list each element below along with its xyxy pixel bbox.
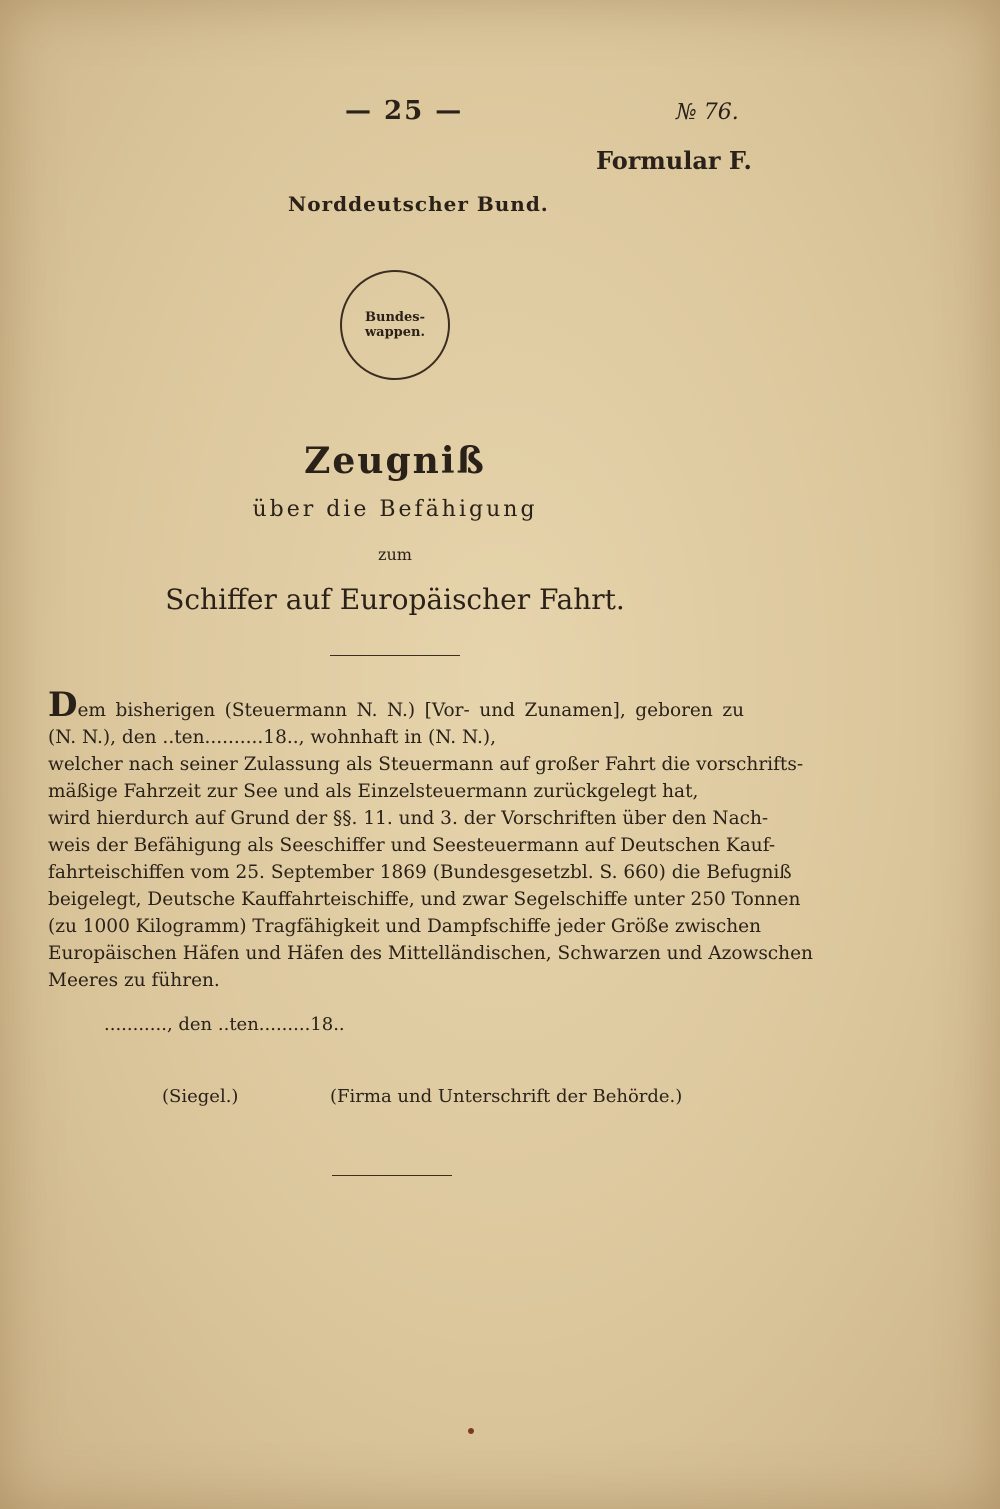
seal-text-line1: Bundes-	[365, 310, 425, 325]
issuer-heading: Norddeutscher Bund.	[288, 192, 549, 216]
body-line: Meeres zu führen.	[48, 970, 220, 991]
body-line: fahrteischiffen vom 25. September 1869 (Bundesgesetzbl. S. 660) die Befugniß	[48, 862, 792, 883]
page-number: — 25 —	[345, 96, 464, 126]
dropcap: D	[48, 685, 78, 725]
subtitle-line3: Schiffer auf Europäischer Fahrt.	[165, 583, 625, 616]
body-line: weis der Befähigung als Seeschiffer und Seesteuermann auf Deutschen Kauf-	[48, 835, 776, 856]
ink-spot	[468, 1428, 474, 1434]
seal-text-line2: wappen.	[364, 325, 426, 340]
body-line: beigelegt, Deutsche Kauffahrteischiffe, und zwar Segelschiffe unter 250 Tonnen	[48, 889, 801, 910]
body-line: Dem bisherigen (Steuermann N. N.) [Vor- und Zunamen], geboren zu	[48, 685, 744, 725]
body-line: wird hierdurch auf Grund der §§. 11. und 3. der Vorschriften über den Nach-	[48, 808, 769, 829]
coat-of-arms-seal	[340, 270, 450, 380]
form-number: № 76.	[676, 100, 739, 125]
title-divider	[330, 655, 460, 656]
body-line: mäßige Fahrzeit zur See und als Einzelsteuermann zurückgelegt hat,	[48, 781, 699, 802]
form-label: Formular F.	[596, 146, 752, 175]
body-line: (zu 1000 Kilogramm) Tragfähigkeit und Dampfschiffe jeder Größe zwischen	[48, 916, 761, 937]
body-line: Europäischen Häfen und Häfen des Mittelländischen, Schwarzen und Azowschen	[48, 943, 813, 964]
subtitle-line2: zum	[378, 545, 412, 564]
certificate-body	[48, 685, 813, 994]
document-title: Zeugniß	[304, 440, 486, 482]
place-date-line: ..........., den ..ten.........18..	[104, 1014, 345, 1035]
signature-note: (Firma und Unterschrift der Behörde.)	[330, 1086, 683, 1107]
subtitle-line1: über die Befähigung	[252, 497, 538, 522]
body-line: (N. N.), den ..ten..........18.., wohnhaft in (N. N.),	[48, 727, 496, 748]
body-line: welcher nach seiner Zulassung als Steuermann auf großer Fahrt die vorschrifts-	[48, 754, 804, 775]
signature-divider	[332, 1175, 452, 1176]
seal-note: (Siegel.)	[162, 1086, 239, 1107]
